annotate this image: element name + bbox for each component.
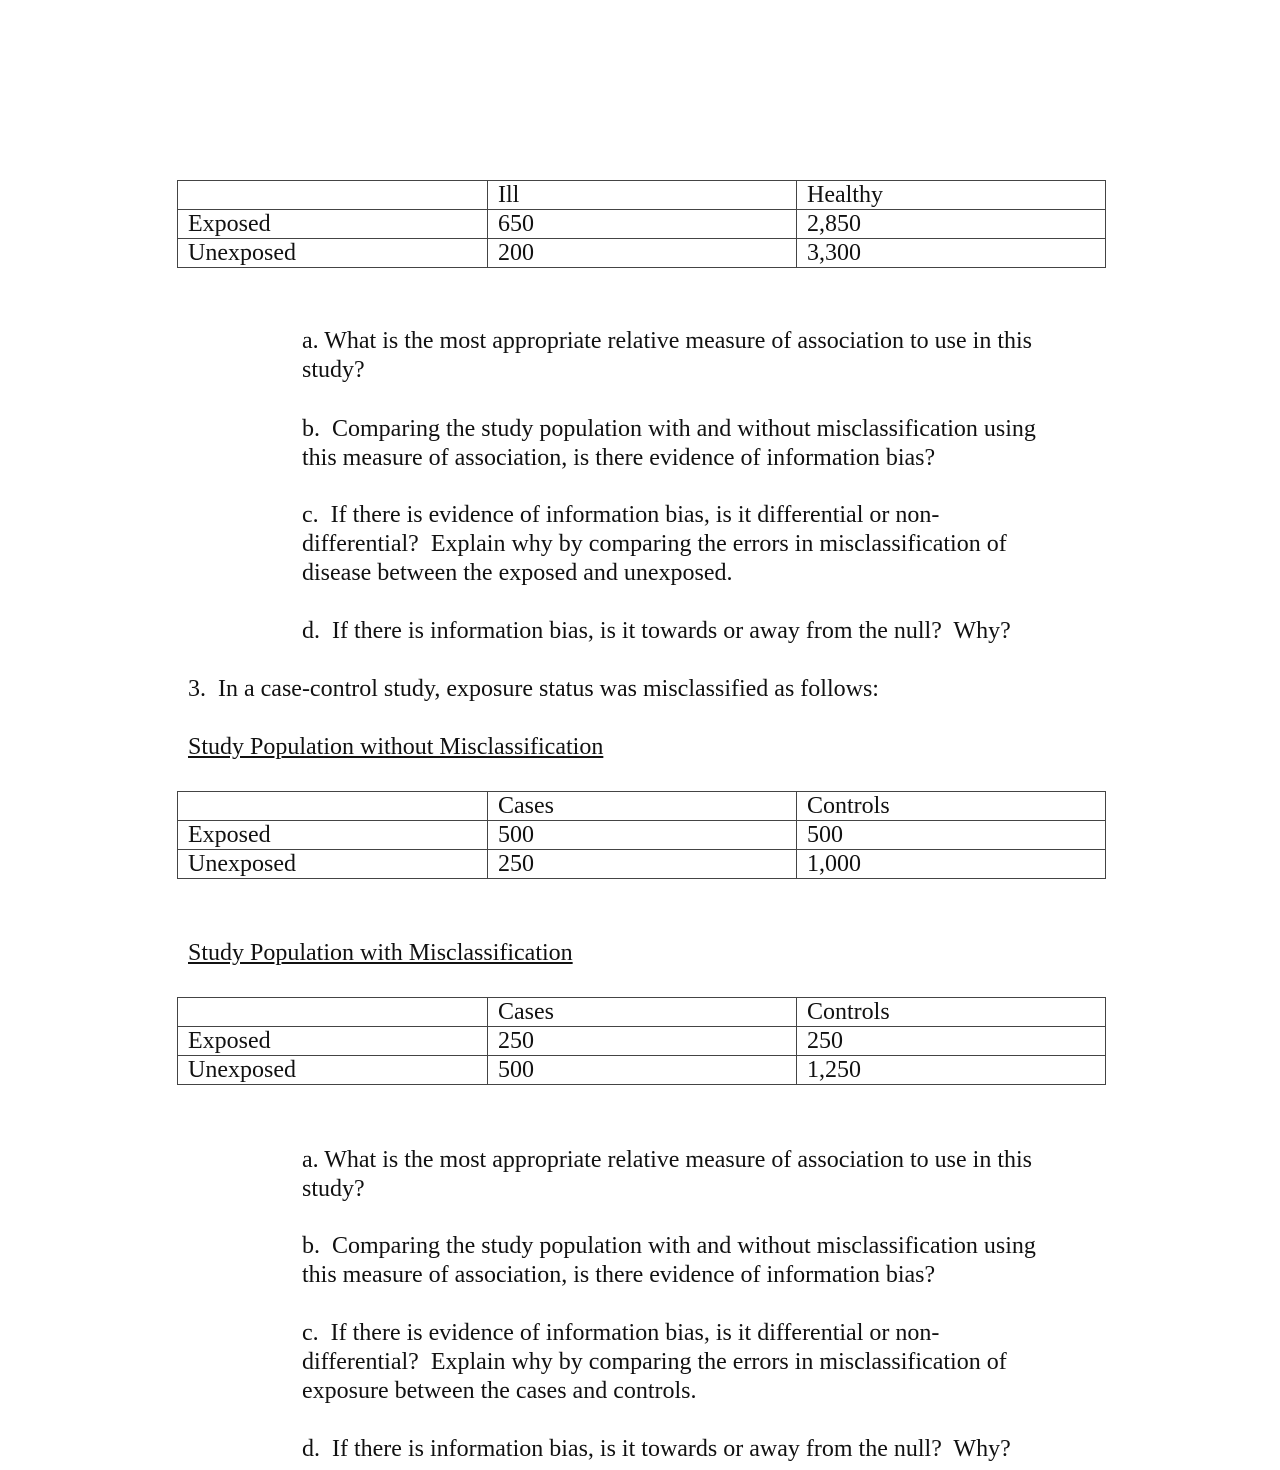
text-line: exposure between the cases and controls.	[302, 1378, 697, 1404]
cell: Unexposed	[178, 239, 488, 268]
question-2d	[302, 617, 1122, 646]
text-line: c. If there is evidence of information bias, is it differential or non-	[302, 502, 940, 528]
question-3a	[302, 1146, 1122, 1204]
cell: 1,250	[797, 1056, 1106, 1085]
text-line: d. If there is information bias, is it towards or away from the null? Why?	[302, 1436, 1011, 1462]
cell: Unexposed	[178, 850, 488, 879]
heading-with-misclassification: Study Population with Misclassification	[188, 940, 573, 966]
cell: 250	[488, 1027, 797, 1056]
cell: Cases	[488, 998, 797, 1027]
question-3b	[302, 1232, 1122, 1290]
cell: Exposed	[178, 210, 488, 239]
text-line: 3. In a case-control study, exposure status was misclassified as follows:	[188, 676, 879, 702]
text-line: a. What is the most appropriate relative measure of association to use in this	[302, 328, 1033, 354]
text-line: this measure of association, is there evidence of information bias?	[302, 1262, 936, 1288]
text-line: b. Comparing the study population with and without misclassification using	[302, 1233, 1036, 1259]
item-3	[188, 675, 1008, 704]
cell	[178, 792, 488, 821]
question-3c	[302, 1319, 1122, 1406]
cell: 250	[488, 850, 797, 879]
cell	[178, 181, 488, 210]
cell: Exposed	[178, 1027, 488, 1056]
cell: 650	[488, 210, 797, 239]
text-line: this measure of association, is there evidence of information bias?	[302, 445, 936, 471]
cell	[178, 998, 488, 1027]
cell: Healthy	[797, 181, 1106, 210]
text-line: differential? Explain why by comparing the errors in misclassification of	[302, 1349, 1007, 1375]
cell: 3,300	[797, 239, 1106, 268]
cell: Cases	[488, 792, 797, 821]
question-3d	[302, 1435, 1122, 1464]
cell: 1,000	[797, 850, 1106, 879]
table-row	[178, 850, 1106, 879]
text-line: b. Comparing the study population with and without misclassification using	[302, 416, 1036, 442]
cell: 500	[488, 1056, 797, 1085]
text-line: study?	[302, 357, 365, 383]
table-row	[178, 1056, 1106, 1085]
table-header-row	[178, 181, 1106, 210]
table-header-row	[178, 792, 1106, 821]
table-without-misclassification	[177, 791, 1106, 879]
cell: 250	[797, 1027, 1106, 1056]
table-row	[178, 1027, 1106, 1056]
cell: Unexposed	[178, 1056, 488, 1085]
text-line: differential? Explain why by comparing the errors in misclassification of	[302, 531, 1007, 557]
cell: Controls	[797, 998, 1106, 1027]
cell: 500	[488, 821, 797, 850]
table-row	[178, 210, 1106, 239]
question-2a	[302, 327, 1122, 385]
cell: Controls	[797, 792, 1106, 821]
text-line: c. If there is evidence of information bias, is it differential or non-	[302, 1320, 940, 1346]
heading-without-misclassification: Study Population without Misclassification	[188, 734, 604, 760]
table-with-misclassification	[177, 997, 1106, 1085]
table-row	[178, 821, 1106, 850]
table-row	[178, 239, 1106, 268]
text-line: d. If there is information bias, is it towards or away from the null? Why?	[302, 618, 1011, 644]
cell: Exposed	[178, 821, 488, 850]
cell: 500	[797, 821, 1106, 850]
table-header-row	[178, 998, 1106, 1027]
text-line: a. What is the most appropriate relative measure of association to use in this	[302, 1147, 1033, 1173]
text-line: study?	[302, 1176, 365, 1202]
table-ill-healthy	[177, 180, 1106, 268]
text-line: disease between the exposed and unexposed.	[302, 560, 733, 586]
cell: 2,850	[797, 210, 1106, 239]
question-2b	[302, 415, 1122, 473]
question-2c	[302, 501, 1122, 588]
cell: Ill	[488, 181, 797, 210]
cell: 200	[488, 239, 797, 268]
